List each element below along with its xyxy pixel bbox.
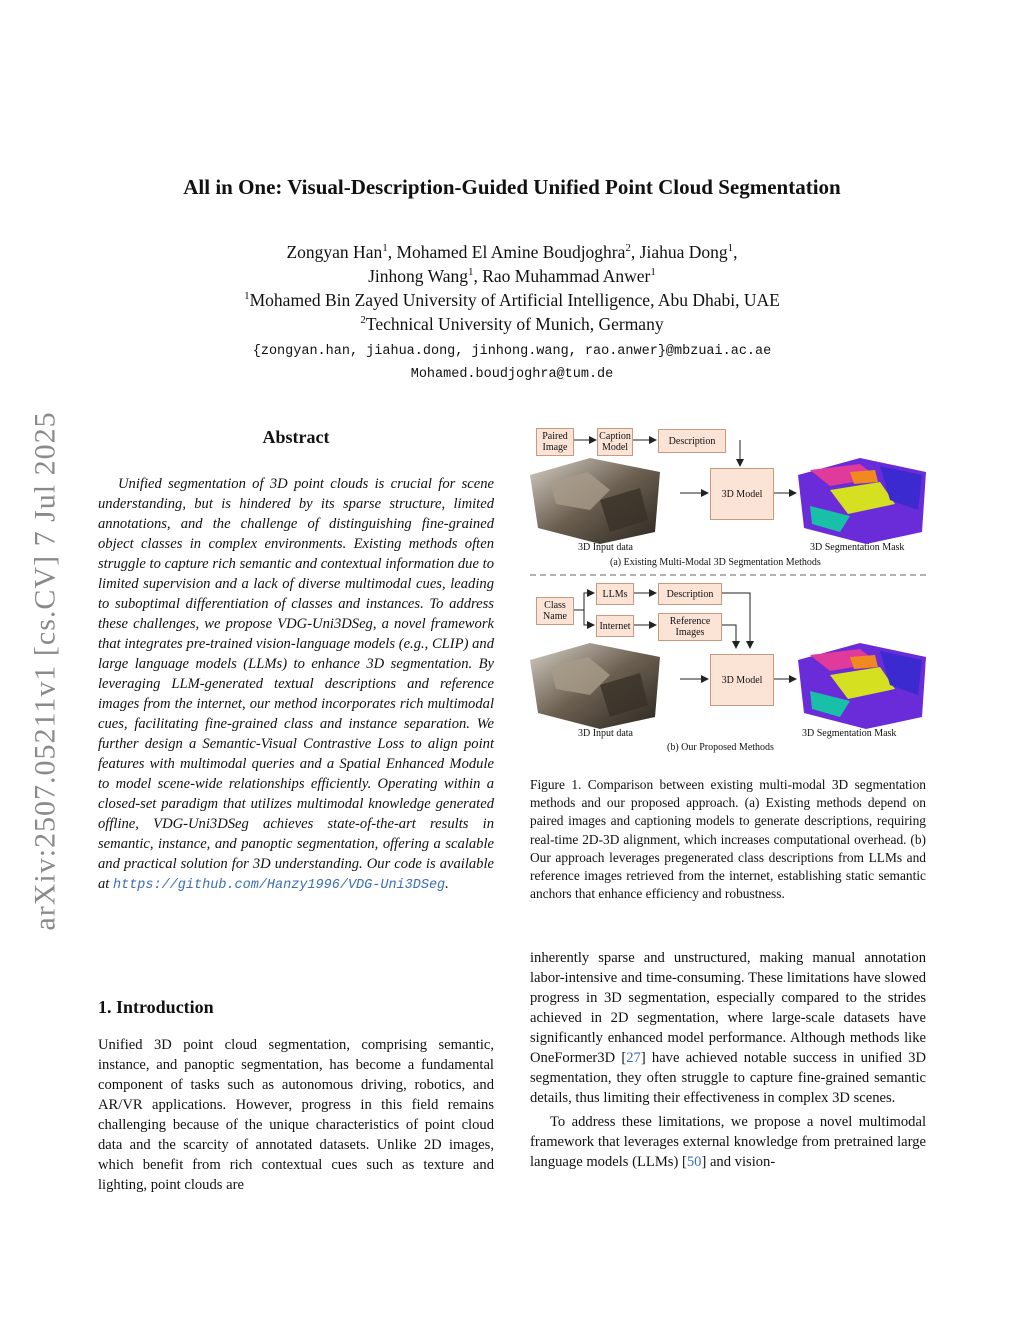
reference-images-box: Reference Images	[658, 613, 722, 641]
segmentation-mask-image	[798, 643, 926, 729]
abstract-heading: Abstract	[262, 427, 330, 447]
text-run: To address these limitations, we propose a novel multimodal framework that leverages external knowledge from pretrained large language models (LLMs) [	[530, 1114, 926, 1170]
input-label: 3D Input data	[578, 728, 633, 739]
intro-paragraph: Unified 3D point cloud segmentation, comprising semantic, instance, and panoptic segmentation, has become a fundamental component of tasks such as autonomous driving, robotics, and AR/VR applications. However, progress in this field remains challenging because of the unique characteristics of point cloud data and the scarcity of annotated datasets. Unlike 2D images, which benefit from rich contextual cues such as texture and lighting, point clouds are	[98, 1037, 494, 1193]
description-box: Description	[658, 429, 726, 453]
abstract-body	[98, 474, 494, 896]
text-run: ] have achieved notable success in unified 3D segmentation, they often struggle to capture fine-grained semantic details, thus limiting their effectiveness in complex 3D scenes.	[530, 1050, 926, 1106]
3d-model-box: 3D Model	[710, 654, 774, 706]
figure-1	[530, 420, 926, 760]
segmentation-mask-image	[798, 458, 926, 544]
text-run: ] and vision-	[701, 1154, 776, 1170]
email-block	[100, 340, 924, 386]
subcaption-b: (b) Our Proposed Methods	[667, 742, 774, 753]
affiliation-mark: 1	[650, 266, 656, 279]
description-box: Description	[658, 583, 722, 605]
affiliation-mark: 1	[382, 242, 388, 255]
paragraph	[530, 948, 926, 1108]
arxiv-id: arXiv:2507.05211v1 [cs.CV] 7 Jul 2025	[29, 411, 62, 931]
affiliation-mark: 2	[360, 314, 366, 327]
input-point-cloud-image	[530, 643, 660, 729]
author-name: , Jiahua Dong	[630, 242, 728, 262]
citation-link[interactable]: 27	[626, 1050, 641, 1066]
affiliation-mark: 1	[467, 266, 474, 279]
author-name: , Mohamed El Amine Boudjoghra	[387, 242, 626, 262]
author-name: , Rao Muhammad Anwer	[473, 266, 651, 286]
separator: ,	[733, 242, 738, 262]
email-line-2[interactable]: Mohamed.boudjoghra@tum.de	[410, 367, 614, 382]
paired-image-box: Paired Image	[536, 428, 574, 456]
affiliation-mark: 1	[727, 242, 734, 255]
affiliation-mark: 2	[625, 242, 631, 255]
internet-box: Internet	[596, 615, 634, 637]
citation-link[interactable]: 50	[686, 1154, 702, 1170]
email-line-1[interactable]: {zongyan.han, jiahua.dong, jinhong.wang, rao.anwer}@mbzuai.ac.ae	[252, 344, 772, 359]
input-point-cloud-image	[530, 458, 660, 544]
affiliation-text: Technical University of Munich, Germany	[365, 314, 664, 334]
arxiv-sidebar-stamp	[24, 395, 68, 947]
paper-title: All in One: Visual-Description-Guided Unified Point Cloud Segmentation	[183, 175, 841, 199]
text-run: inherently sparse and unstructured, making manual annotation labor-intensive and time-consuming. These limitations have slowed progress in 3D segmentation, especially compared to the strides achieved in 2D segmentation, where large-scale datasets have significantly enhanced model performance. Although methods like OneFormer3D [	[530, 950, 926, 1066]
affiliation-mark: 1	[244, 290, 250, 303]
affiliation-1	[100, 288, 924, 312]
author-name: Jinhong Wang	[368, 266, 468, 286]
author-line-2	[100, 264, 924, 288]
abstract-end: .	[445, 876, 449, 892]
caption-model-box: Caption Model	[597, 428, 633, 456]
right-column-body	[530, 948, 926, 1172]
output-label: 3D Segmentation Mask	[802, 728, 897, 739]
section-heading-introduction: 1. Introduction	[98, 997, 214, 1017]
author-name: Zongyan Han	[286, 242, 383, 262]
author-block	[100, 240, 924, 336]
abstract-text: Unified segmentation of 3D point clouds is crucial for scene understanding, but is hindered by its sparse structure, limited annotations, and the challenge of distinguishing fine-grained object classes in complex environments. Existing methods often struggle to capture rich semantic and contextual information due to limited supervision and a lack of diverse multimodal cues, leading to suboptimal differentiation of classes and instances. To address these challenges, we propose VDG-Uni3DSeg, a novel framework that integrates pre-trained vision-language models (e.g., CLIP) and large language models (LLMs) to enhance 3D segmentation. By leveraging LLM-generated textual descriptions and reference images from the internet, our method incorporates rich multimodal cues, facilitating fine-grained class and instance separation. We further design a Semantic-Visual Contrastive Loss to align point features with multimodal queries and a Spatial Enhanced Module to model scene-wide relationships efficiently. Operating within a closed-set paradigm that utilizes multimodal knowledge generated offline, VDG-Uni3DSeg achieves state-of-the-art results in semantic, instance, and panoptic segmentation, offering a scalable and practical solution for 3D understanding. Our code is available at	[98, 476, 494, 892]
paragraph	[530, 1112, 926, 1172]
class-name-box: Class Name	[536, 597, 574, 625]
affiliation-2	[100, 312, 924, 336]
llms-box: LLMs	[596, 583, 634, 605]
input-label: 3D Input data	[578, 542, 633, 553]
figure-1-caption: Figure 1. Comparison between existing multi-modal 3D segmentation methods and our proposed approach. (a) Existing methods depend on paired images and captioning models to generate descriptions, requiring real-time 2D-3D alignment, which increases computational overhead. (b) Our approach leverages pregenerated class descriptions from LLMs and reference images retrieved from the internet, establishing static semantic anchors that enhance efficiency and robustness.	[530, 777, 926, 902]
introduction-body	[98, 1035, 494, 1195]
affiliation-text: Mohamed Bin Zayed University of Artificial Intelligence, Abu Dhabi, UAE	[249, 290, 780, 310]
3d-model-box: 3D Model	[710, 468, 774, 520]
output-label: 3D Segmentation Mask	[810, 542, 905, 553]
code-link[interactable]: https://github.com/Hanzy1996/VDG-Uni3DSeg	[113, 878, 446, 893]
subcaption-a: (a) Existing Multi-Modal 3D Segmentation Methods	[610, 557, 821, 568]
author-line-1	[100, 240, 924, 264]
